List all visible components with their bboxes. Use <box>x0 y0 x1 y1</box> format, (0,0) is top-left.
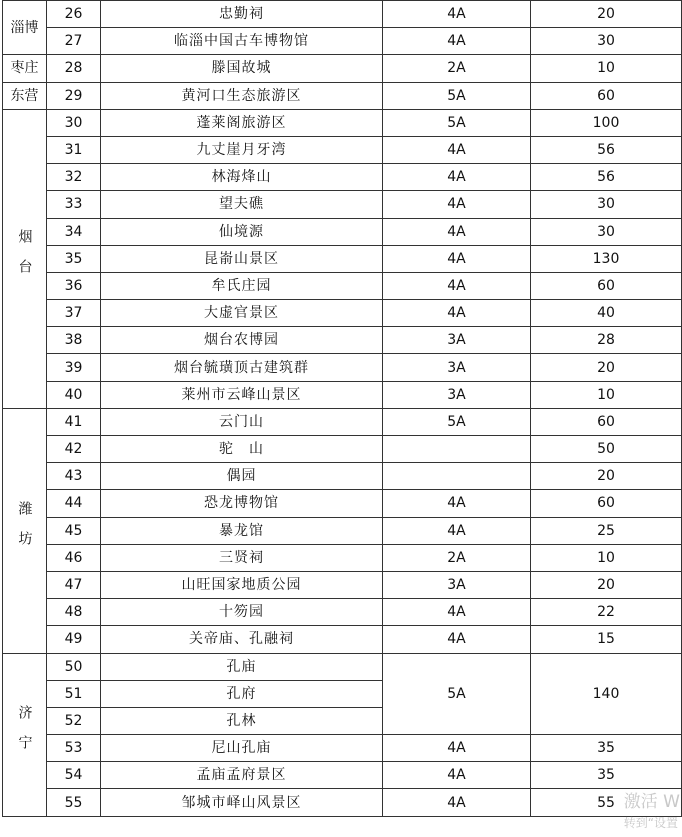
spot-name-cell: 邹城市峄山风景区 <box>101 789 383 816</box>
table-row <box>3 327 682 354</box>
grade-cell: 4A <box>383 245 531 272</box>
price-cell: 130 <box>531 245 682 272</box>
price-cell: 10 <box>531 55 682 82</box>
price-cell: 40 <box>531 300 682 327</box>
spot-name-cell: 望夫礁 <box>101 191 383 218</box>
price-cell: 60 <box>531 272 682 299</box>
row-number-cell: 54 <box>47 762 101 789</box>
city-cell: 烟台 <box>3 109 47 408</box>
spot-name-cell: 孔府 <box>101 680 383 707</box>
city-cell: 东营 <box>3 82 47 109</box>
price-cell: 10 <box>531 381 682 408</box>
spot-name-cell: 孔庙 <box>101 653 383 680</box>
grade-cell: 4A <box>383 517 531 544</box>
table-row <box>3 408 682 435</box>
grade-cell: 5A <box>383 82 531 109</box>
row-number-cell: 52 <box>47 707 101 734</box>
table-row <box>3 762 682 789</box>
price-cell: 35 <box>531 762 682 789</box>
row-number-cell: 43 <box>47 463 101 490</box>
row-number-cell: 47 <box>47 571 101 598</box>
grade-cell: 3A <box>383 327 531 354</box>
city-cell: 济宁 <box>3 653 47 816</box>
grade-cell: 4A <box>383 272 531 299</box>
row-number-cell: 30 <box>47 109 101 136</box>
grade-cell: 3A <box>383 354 531 381</box>
grade-cell: 2A <box>383 55 531 82</box>
table-row <box>3 218 682 245</box>
table-row <box>3 463 682 490</box>
table-row <box>3 735 682 762</box>
table-row <box>3 490 682 517</box>
row-number-cell: 34 <box>47 218 101 245</box>
spot-name-cell: 烟台毓璜顶古建筑群 <box>101 354 383 381</box>
table-row <box>3 245 682 272</box>
city-cell: 淄博 <box>3 1 47 55</box>
spot-name-cell: 三贤祠 <box>101 544 383 571</box>
grade-cell: 4A <box>383 28 531 55</box>
price-cell: 30 <box>531 191 682 218</box>
price-cell: 55 <box>531 789 682 816</box>
city-cell: 枣庄 <box>3 55 47 82</box>
price-cell: 20 <box>531 354 682 381</box>
row-number-cell: 41 <box>47 408 101 435</box>
grade-cell: 4A <box>383 218 531 245</box>
row-number-cell: 37 <box>47 300 101 327</box>
spot-name-cell: 牟氏庄园 <box>101 272 383 299</box>
table-row <box>3 544 682 571</box>
row-number-cell: 53 <box>47 735 101 762</box>
table-row <box>3 164 682 191</box>
price-cell: 30 <box>531 218 682 245</box>
grade-cell: 3A <box>383 381 531 408</box>
spot-name-cell: 十笏园 <box>101 599 383 626</box>
price-cell: 30 <box>531 28 682 55</box>
price-cell: 56 <box>531 136 682 163</box>
price-cell: 10 <box>531 544 682 571</box>
table-row <box>3 272 682 299</box>
table-row <box>3 436 682 463</box>
spot-name-cell: 临淄中国古车博物馆 <box>101 28 383 55</box>
table-row <box>3 109 682 136</box>
spot-name-cell: 莱州市云峰山景区 <box>101 381 383 408</box>
row-number-cell: 38 <box>47 327 101 354</box>
table-row <box>3 28 682 55</box>
table-row <box>3 381 682 408</box>
grade-cell: 5A <box>383 408 531 435</box>
grade-cell: 4A <box>383 490 531 517</box>
spot-name-cell: 尼山孔庙 <box>101 735 383 762</box>
table-row <box>3 82 682 109</box>
grade-cell: 4A <box>383 191 531 218</box>
city-cell: 潍坊 <box>3 408 47 653</box>
spot-name-cell: 恐龙博物馆 <box>101 490 383 517</box>
row-number-cell: 36 <box>47 272 101 299</box>
row-number-cell: 44 <box>47 490 101 517</box>
row-number-cell: 31 <box>47 136 101 163</box>
row-number-cell: 27 <box>47 28 101 55</box>
watermark-line-1: 激活 W <box>623 792 680 812</box>
price-cell: 15 <box>531 626 682 653</box>
price-cell: 20 <box>531 571 682 598</box>
row-number-cell: 40 <box>47 381 101 408</box>
scenic-spot-table <box>2 0 682 817</box>
row-number-cell: 42 <box>47 436 101 463</box>
table-row <box>3 191 682 218</box>
spot-name-cell: 忠勤祠 <box>101 1 383 28</box>
table-row <box>3 517 682 544</box>
price-cell: 22 <box>531 599 682 626</box>
grade-cell: 4A <box>383 626 531 653</box>
spot-name-cell: 云门山 <box>101 408 383 435</box>
price-cell: 28 <box>531 327 682 354</box>
grade-cell <box>383 436 531 463</box>
grade-cell: 3A <box>383 571 531 598</box>
price-cell: 20 <box>531 463 682 490</box>
spot-name-cell: 偶园 <box>101 463 383 490</box>
table-row <box>3 653 682 680</box>
spot-name-cell: 滕国故城 <box>101 55 383 82</box>
grade-cell <box>383 463 531 490</box>
grade-cell: 5A <box>383 653 531 735</box>
table-row <box>3 789 682 816</box>
spot-name-cell: 暴龙馆 <box>101 517 383 544</box>
grade-cell: 4A <box>383 789 531 816</box>
table-row <box>3 626 682 653</box>
spot-name-cell: 孟庙孟府景区 <box>101 762 383 789</box>
row-number-cell: 55 <box>47 789 101 816</box>
price-cell: 60 <box>531 408 682 435</box>
table-row <box>3 599 682 626</box>
spot-name-cell: 仙境源 <box>101 218 383 245</box>
grade-cell: 4A <box>383 164 531 191</box>
row-number-cell: 51 <box>47 680 101 707</box>
table-row <box>3 300 682 327</box>
table-row <box>3 55 682 82</box>
price-cell: 50 <box>531 436 682 463</box>
table-row <box>3 1 682 28</box>
table-body <box>3 1 682 817</box>
price-cell: 56 <box>531 164 682 191</box>
table-row <box>3 571 682 598</box>
spot-name-cell: 昆嵛山景区 <box>101 245 383 272</box>
spot-name-cell: 孔林 <box>101 707 383 734</box>
spot-name-cell: 关帝庙、孔融祠 <box>101 626 383 653</box>
grade-cell: 5A <box>383 109 531 136</box>
grade-cell: 4A <box>383 735 531 762</box>
grade-cell: 4A <box>383 136 531 163</box>
table-row <box>3 354 682 381</box>
price-cell: 60 <box>531 490 682 517</box>
row-number-cell: 50 <box>47 653 101 680</box>
row-number-cell: 26 <box>47 1 101 28</box>
row-number-cell: 45 <box>47 517 101 544</box>
price-cell: 140 <box>531 653 682 735</box>
spot-name-cell: 林海烽山 <box>101 164 383 191</box>
spot-name-cell: 烟台农博园 <box>101 327 383 354</box>
row-number-cell: 28 <box>47 55 101 82</box>
price-cell: 25 <box>531 517 682 544</box>
spot-name-cell: 黄河口生态旅游区 <box>101 82 383 109</box>
grade-cell: 4A <box>383 599 531 626</box>
row-number-cell: 49 <box>47 626 101 653</box>
row-number-cell: 48 <box>47 599 101 626</box>
grade-cell: 4A <box>383 300 531 327</box>
spot-name-cell: 山旺国家地质公园 <box>101 571 383 598</box>
price-cell: 35 <box>531 735 682 762</box>
spot-name-cell: 驼 山 <box>101 436 383 463</box>
grade-cell: 4A <box>383 1 531 28</box>
grade-cell: 4A <box>383 762 531 789</box>
price-cell: 60 <box>531 82 682 109</box>
spot-name-cell: 九丈崖月牙湾 <box>101 136 383 163</box>
row-number-cell: 33 <box>47 191 101 218</box>
watermark-line-2: 转到“设置 <box>623 816 678 830</box>
row-number-cell: 29 <box>47 82 101 109</box>
spot-name-cell: 蓬莱阁旅游区 <box>101 109 383 136</box>
row-number-cell: 39 <box>47 354 101 381</box>
price-cell: 20 <box>531 1 682 28</box>
grade-cell: 2A <box>383 544 531 571</box>
spot-name-cell: 大虚官景区 <box>101 300 383 327</box>
price-cell: 100 <box>531 109 682 136</box>
row-number-cell: 46 <box>47 544 101 571</box>
row-number-cell: 32 <box>47 164 101 191</box>
row-number-cell: 35 <box>47 245 101 272</box>
table-row <box>3 136 682 163</box>
